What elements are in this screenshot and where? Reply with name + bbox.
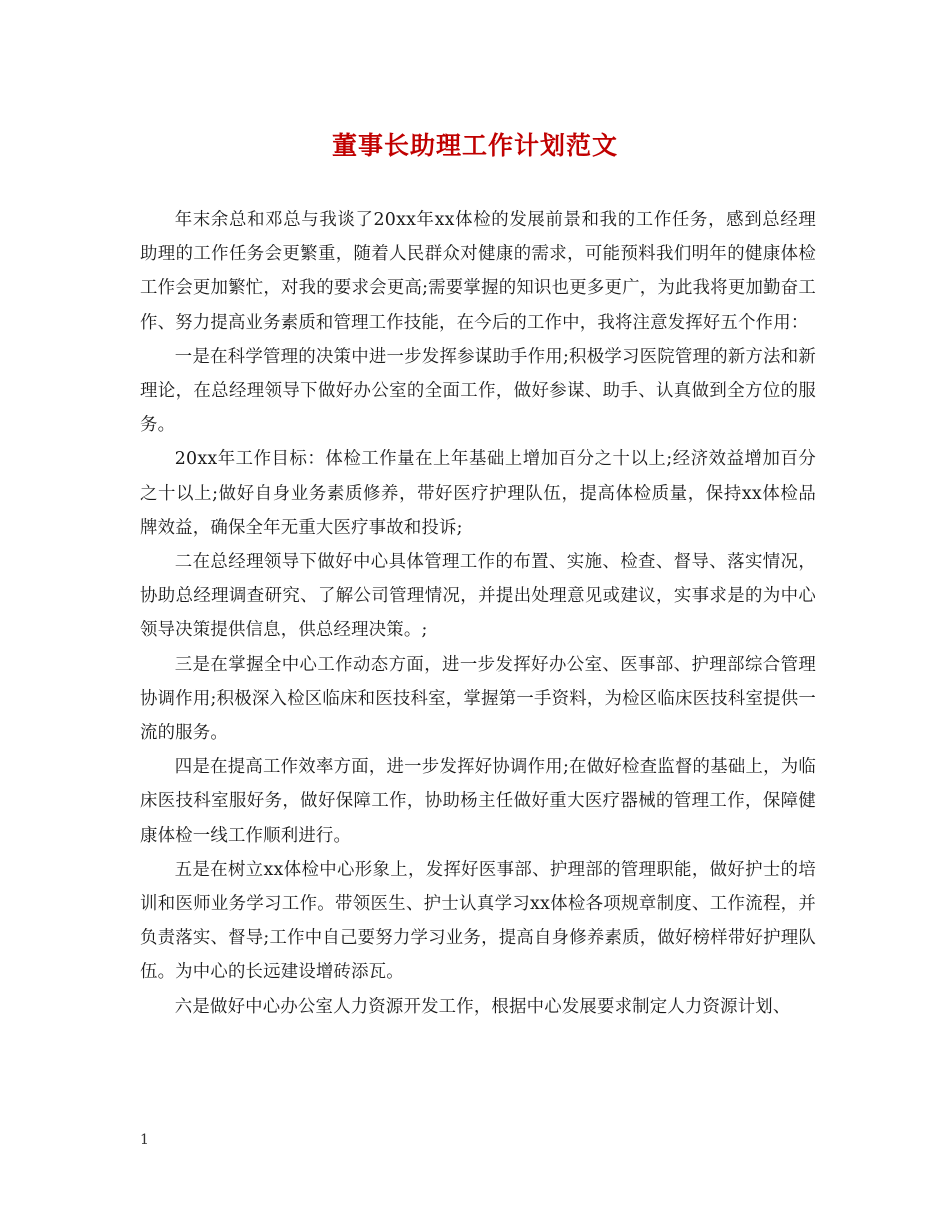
paragraph-point-5: 五是在树立xx体检中心形象上，发挥好医事部、护理部的管理职能，做好护士的培训和医师业务学习工作。带领医生、护士认真学习xx体检各项规章制度、工作流程，并负责落实、督导;工作中自己要努力学习业务，提高自身修养素质，做好榜样带好护理队伍。为中心的长远建设增砖添瓦。 — [140, 859, 816, 983]
paragraph-point-4: 四是在提高工作效率方面，进一步发挥好协调作用;在做好检查监督的基础上，为临床医技科室服好务，做好保障工作，协助杨主任做好重大医疗器械的管理工作，保障健康体检一线工作顺利进行。 — [140, 757, 816, 846]
paragraph-point-6: 六是做好中心办公室人力资源开发工作，根据中心发展要求制定人力资源计划、 — [174, 996, 791, 1017]
page-number: 1 — [140, 1132, 149, 1148]
paragraph-point-3: 三是在掌握全中心工作动态方面，进一步发挥好办公室、医事部、护理部综合管理协调作用;积极深入检区临床和医技科室，掌握第一手资料，为检区临床医技科室提供一流的服务。 — [140, 654, 816, 744]
paragraph-goals: 20xx年工作目标：体检工作量在上年基础上增加百分之十以上;经济效益增加百分之十以上;做好自身业务素质修养，带好医疗护理队伍，提高体检质量，保持xx体检品牌效益，确保全年无重大医疗事故和投诉; — [140, 449, 816, 538]
paragraph-intro: 年末余总和邓总与我谈了20xx年xx体检的发展前景和我的工作任务，感到总经理助理的工作任务会更繁重，随着人民群众对健康的需求，可能预料我们明年的健康体检工作会更加繁忙，对我的要求会更高;需要掌握的知识也更多更广，为此我将更加勤奋工作、努力提高业务素质和管理工作技能，在今后的工作中，我将注意发挥好五个作用： — [140, 210, 816, 333]
document-body — [140, 203, 816, 1024]
document-title: 董事长助理工作计划范文 — [331, 131, 618, 160]
paragraph-point-2: 二在总经理领导下做好中心具体管理工作的布置、实施、检查、督导、落实情况，协助总经理调查研究、了解公司管理情况，并提出处理意见或建议，实事求是的为中心领导决策提供信息，供总经理决策。; — [140, 552, 816, 641]
paragraph-point-1: 一是在科学管理的决策中进一步发挥参谋助手作用;积极学习医院管理的新方法和新理论，在总经理领导下做好办公室的全面工作，做好参谋、助手、认真做到全方位的服务。 — [140, 346, 816, 436]
